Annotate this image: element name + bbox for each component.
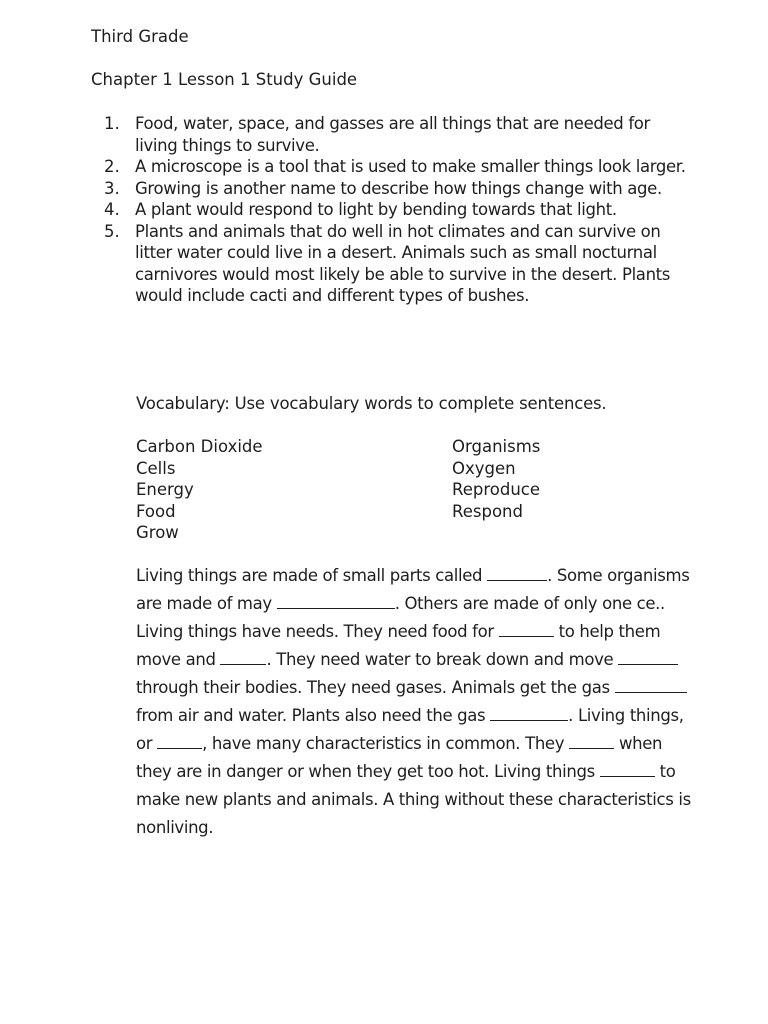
- passage-text: . Others are made of only one ce..: [394, 594, 665, 613]
- answer-blank: [618, 650, 678, 665]
- list-item: [91, 113, 691, 156]
- item-text: Plants and animals that do well in hot climates and can survive on litter water could live in a desert. Animals such as small nocturnal carnivores would most likely be able to survive in the desert. Plants would include cacti and different types of bushes.: [135, 221, 671, 305]
- vocabulary-word: Energy: [136, 480, 194, 499]
- item-text: A microscope is a tool that is used to make smaller things look larger.: [135, 157, 686, 176]
- fill-in-passage: [136, 562, 696, 842]
- vocabulary-word: Oxygen: [452, 458, 516, 478]
- answer-blank: [499, 622, 554, 637]
- vocabulary-word: Cells: [136, 458, 176, 478]
- passage-text: Living things have needs. They need food for: [136, 622, 499, 641]
- answer-blank: [490, 706, 568, 721]
- passage-text: . Some organisms are made of may: [136, 566, 690, 613]
- item-number: 2.: [104, 157, 120, 176]
- page-title: Chapter 1 Lesson 1 Study Guide: [91, 70, 358, 89]
- passage-text: to make new plants and animals. A thing without these characteristics is nonliving.: [136, 762, 691, 837]
- answer-blank: [277, 594, 395, 609]
- answer-blank: [220, 650, 266, 665]
- passage-text: through their bodies. They need gases. Animals get the gas: [136, 678, 615, 697]
- vocabulary-instructions: Vocabulary: Use vocabulary words to complete sentences.: [136, 394, 607, 413]
- list-item: [91, 221, 691, 307]
- passage-text: . Living things, or: [136, 706, 684, 753]
- item-number: 3.: [104, 178, 120, 198]
- answer-blank: [615, 678, 687, 693]
- vocabulary-list-right: [452, 436, 540, 522]
- answer-blank: [600, 762, 655, 777]
- passage-text: from air and water. Plants also need the gas: [136, 706, 491, 725]
- item-text: A plant would respond to light by bending towards that light.: [135, 200, 617, 219]
- vocabulary-word: Grow: [136, 523, 179, 542]
- vocabulary-word: Reproduce: [452, 480, 541, 499]
- passage-text: when they are in danger or when they get too hot. Living things: [136, 734, 663, 781]
- item-text: Food, water, space, and gasses are all things that are needed for living things to survive.: [135, 114, 650, 155]
- list-item: [91, 156, 691, 178]
- passage-text: Living things are made of small parts called: [136, 566, 488, 585]
- vocabulary-list-left: [136, 436, 263, 544]
- passage-text: , have many characteristics in common. They: [202, 734, 570, 753]
- passage-text: . They need water to break down and move: [266, 650, 619, 669]
- vocabulary-word: Organisms: [452, 437, 541, 456]
- passage-paragraph-2: [136, 618, 696, 842]
- vocabulary-word: Food: [136, 501, 176, 521]
- question-list: [91, 113, 691, 307]
- vocabulary-word: Carbon Dioxide: [136, 437, 263, 456]
- list-item: [91, 178, 691, 200]
- passage-text: to help them move and: [136, 622, 661, 669]
- item-number: 4.: [104, 200, 120, 219]
- item-number: 1.: [104, 114, 120, 133]
- passage-paragraph-1: [136, 562, 696, 618]
- answer-blank: [569, 734, 614, 749]
- item-text: Growing is another name to describe how things change with age.: [135, 178, 662, 198]
- item-number: 5.: [104, 221, 120, 241]
- grade-heading: Third Grade: [91, 27, 189, 46]
- vocabulary-word: Respond: [452, 501, 523, 521]
- list-item: [91, 199, 691, 221]
- answer-blank: [487, 566, 547, 581]
- answer-blank: [157, 734, 202, 749]
